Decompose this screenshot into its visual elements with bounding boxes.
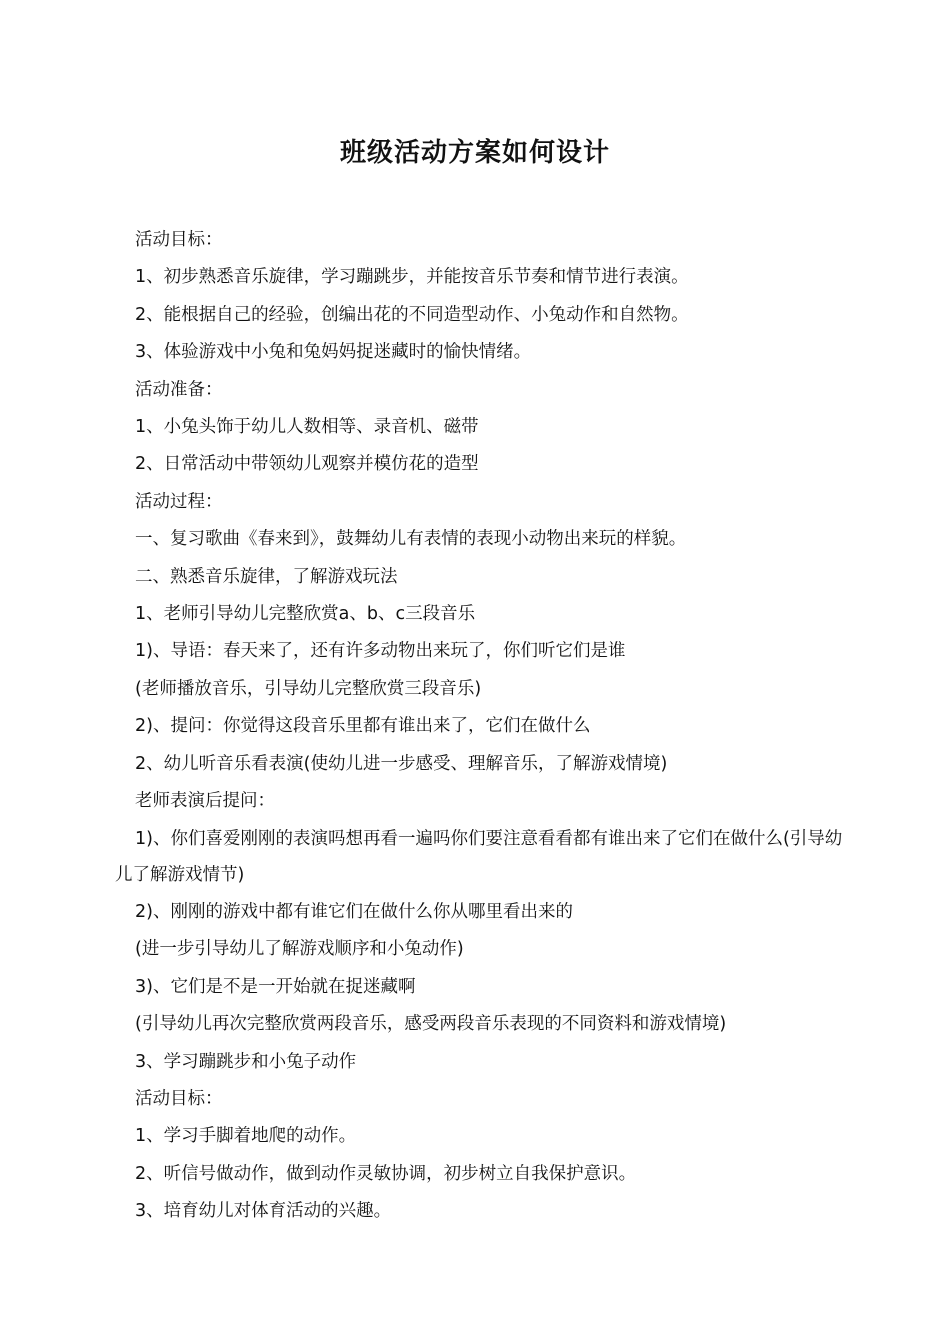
paragraph: 活动准备： bbox=[135, 379, 223, 400]
paragraph: 3、学习蹦跳步和小兔子动作 bbox=[135, 1051, 357, 1072]
paragraph: 1、初步熟悉音乐旋律，学习蹦跳步，并能按音乐节奏和情节进行表演。 bbox=[135, 267, 689, 288]
paragraph: 活动过程： bbox=[135, 491, 223, 512]
paragraph: 3)、它们是不是一开始就在捉迷藏啊 bbox=[135, 976, 416, 997]
paragraph: 1、小兔头饰于幼儿人数相等、录音机、磁带 bbox=[135, 417, 479, 438]
paragraph: 2、幼儿听音乐看表演(使幼儿进一步感受、理解音乐，了解游戏情境) bbox=[135, 753, 668, 774]
document-title: 班级活动方案如何设计 bbox=[339, 138, 610, 168]
paragraph: 2)、提问：你觉得这段音乐里都有谁出来了，它们在做什么 bbox=[135, 716, 591, 737]
paragraph: 3、体验游戏中小兔和兔妈妈捉迷藏时的愉快情绪。 bbox=[135, 342, 532, 363]
paragraph: 一、复习歌曲《春来到》，鼓舞幼儿有表情的表现小动物出来玩的样貌。 bbox=[135, 529, 687, 550]
paragraph: 活动目标： bbox=[135, 1088, 223, 1109]
paragraph: (老师播放音乐，引导幼儿完整欣赏三段音乐) bbox=[135, 678, 482, 699]
paragraph: 2)、刚刚的游戏中都有谁它们在做什么你从哪里看出来的 bbox=[135, 901, 573, 922]
paragraph: 2、能根据自己的经验，创编出花的不同造型动作、小兔动作和自然物。 bbox=[135, 304, 689, 325]
paragraph: 2、听信号做动作，做到动作灵敏协调，初步树立自我保护意识。 bbox=[135, 1163, 637, 1184]
paragraph: 老师表演后提问： bbox=[135, 791, 275, 812]
paragraph: 1)、导语：春天来了，还有许多动物出来玩了，你们听它们是谁 bbox=[135, 641, 626, 662]
paragraph: 活动目标： bbox=[135, 230, 223, 250]
paragraph: (进一步引导幼儿了解游戏顺序和小兔动作) bbox=[135, 939, 464, 960]
paragraph: 1、老师引导幼儿完整欣赏a、b、c三段音乐 bbox=[135, 604, 476, 625]
paragraph: 1、学习手脚着地爬的动作。 bbox=[135, 1126, 357, 1147]
paragraph: 2、日常活动中带领幼儿观察并模仿花的造型 bbox=[135, 454, 479, 475]
paragraph: 3、培育幼儿对体育活动的兴趣。 bbox=[135, 1201, 392, 1222]
paragraph: 1)、你们喜爱刚刚的表演吗想再看一遍吗你们要注意看看都有谁出来了它们在做什么(引导幼儿了解游戏情节) bbox=[115, 828, 843, 885]
paragraph: (引导幼儿再次完整欣赏两段音乐，感受两段音乐表现的不同资料和游戏情境) bbox=[135, 1014, 727, 1035]
document-body bbox=[115, 222, 845, 1231]
paragraph: 二、熟悉音乐旋律，了解游戏玩法 bbox=[135, 566, 398, 587]
